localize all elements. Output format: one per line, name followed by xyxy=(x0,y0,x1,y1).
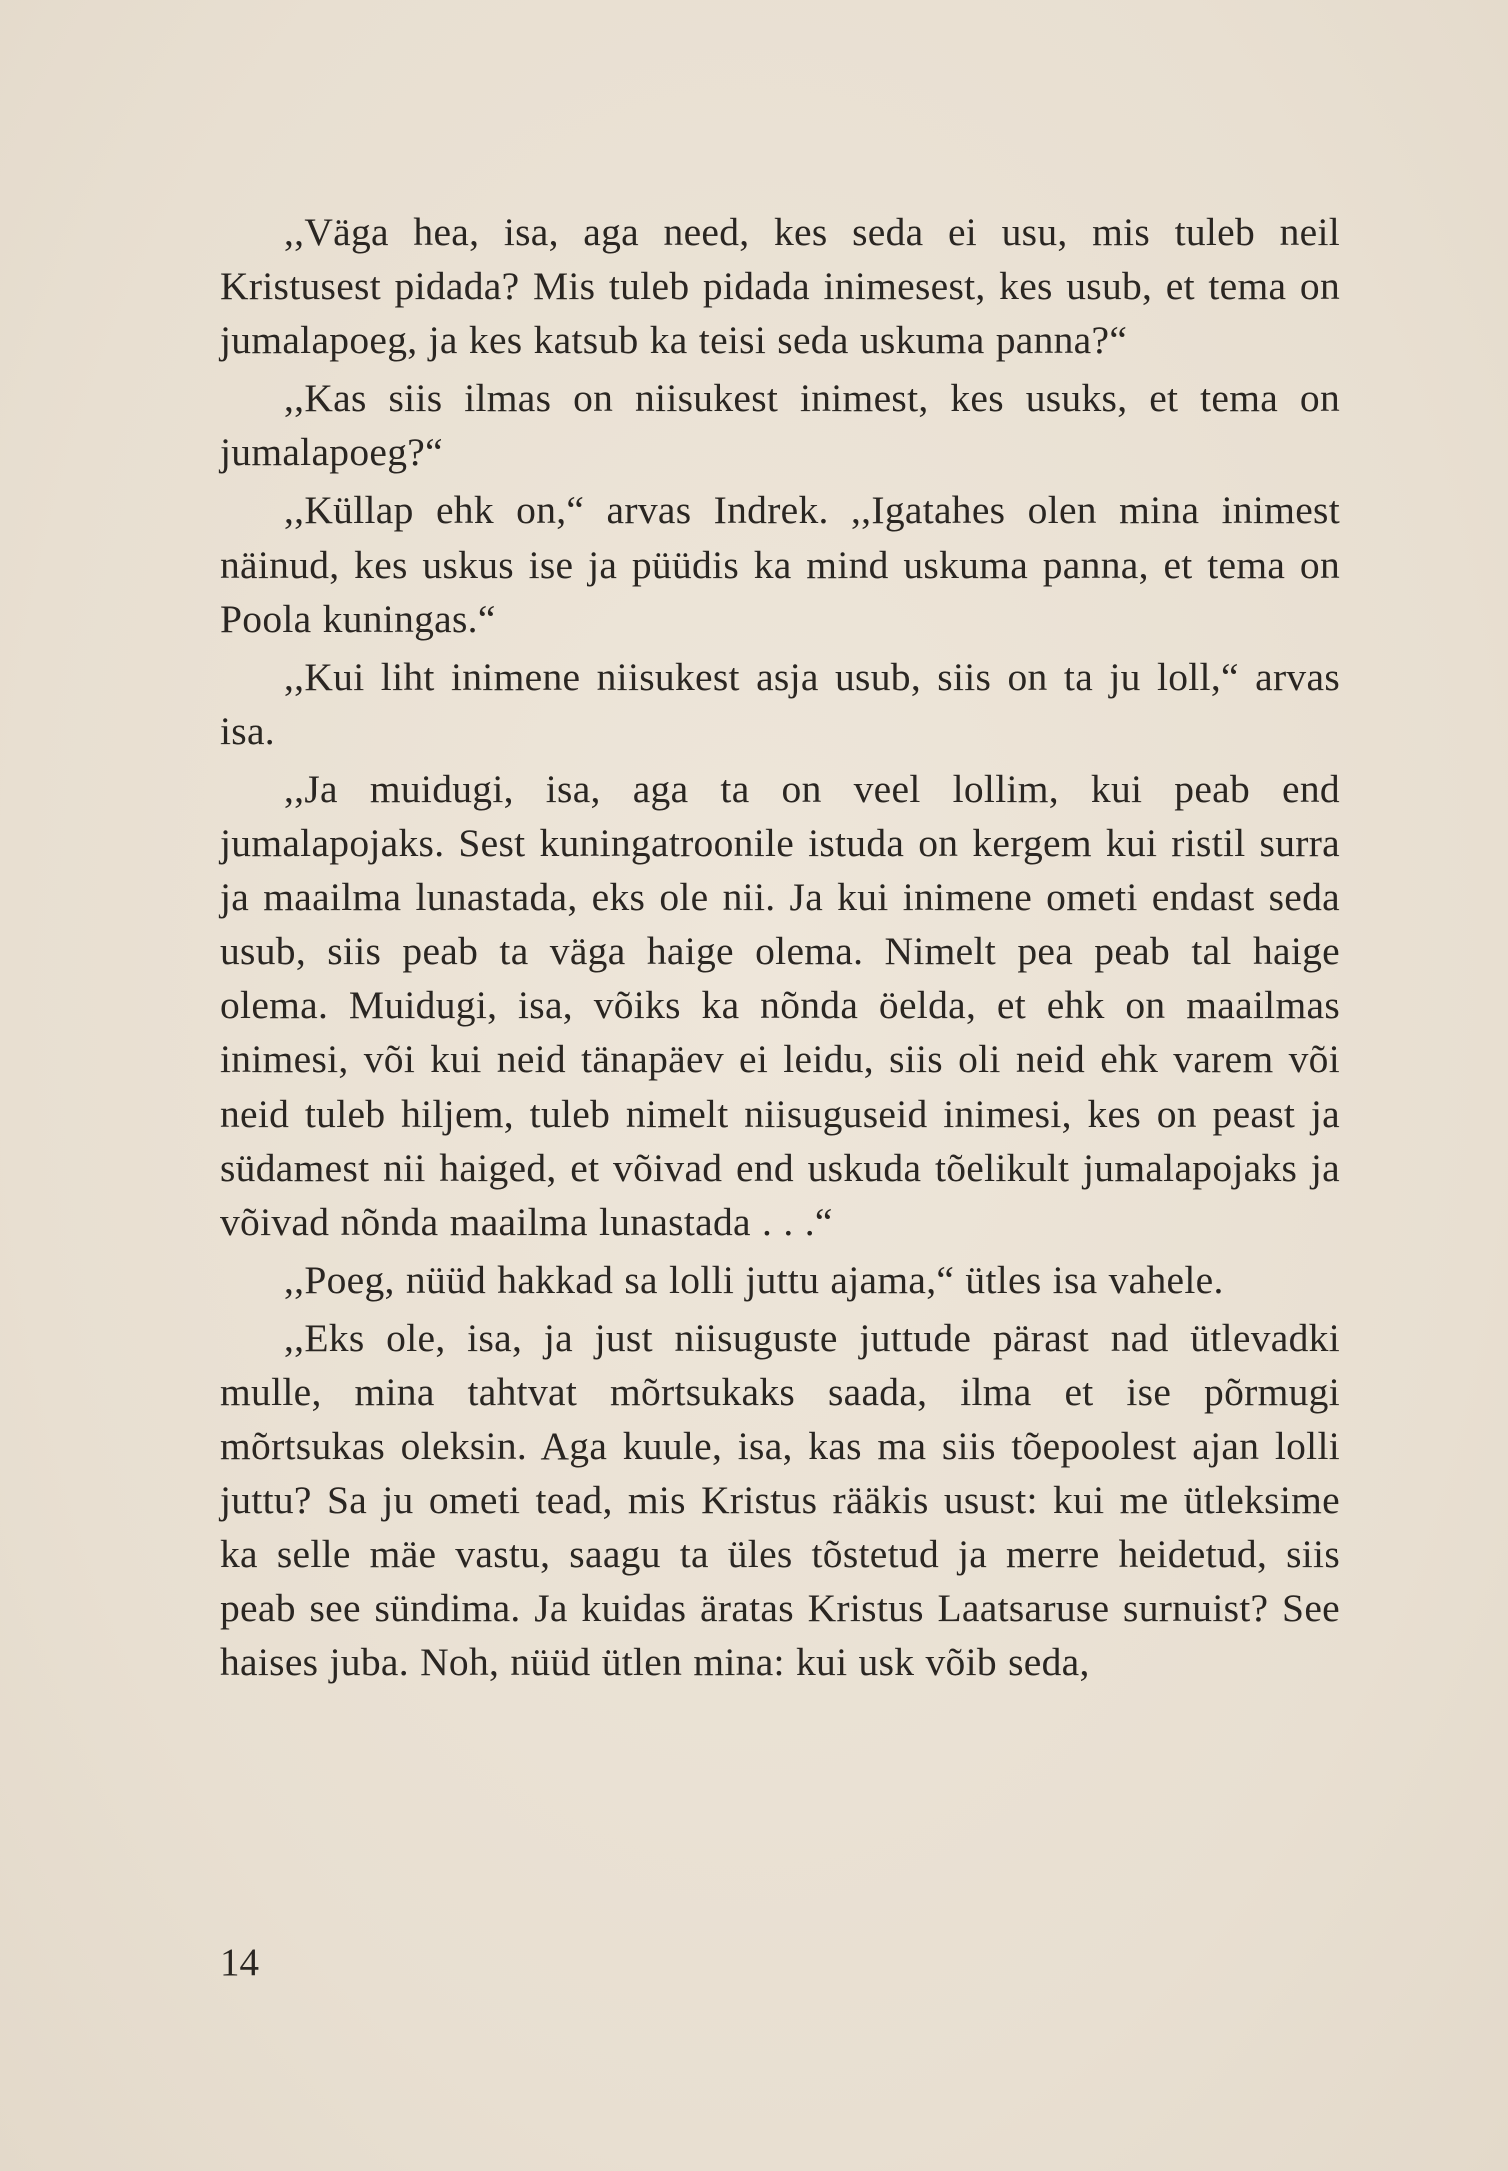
paragraph: ,,Kui liht inimene niisukest asja usub, siis on ta ju loll,“ arvas isa. xyxy=(220,654,1340,753)
paragraph: ,,Poeg, nüüd hakkad sa lolli juttu ajama,“ ütles isa vahele. xyxy=(284,1257,1224,1302)
paragraph: ,,Väga hea, isa, aga need, kes seda ei usu, mis tuleb neil Kristusest pidada? Mis tuleb pidada inimesest, kes usub, et tema on jumalapoeg, ja kes katsub ka teisi seda uskuma panna?“ xyxy=(220,210,1340,363)
paragraph: ,,Ja muidugi, isa, aga ta on veel lollim, kui peab end jumalapojaks. Sest kuningatroonile istuda on kergem kui ristil surra ja maailma lunastada, eks ole nii. Ja kui inimene ometi endast seda usub, siis peab ta väga haige olema. Nimelt pea peab tal haige olema. Muidugi, isa, võiks ka nõnda öelda, et ehk on maailmas inimesi, või kui neid tänapäev ei leidu, siis oli neid ehk varem või neid tuleb hiljem, tuleb nimelt niisuguseid inimesi, kes on peast ja südamest nii haiged, et võivad end uskuda tõelikult jumalapojaks ja võivad nõnda maailma lunastada . . .“ xyxy=(220,766,1340,1244)
paragraph: ,,Eks ole, isa, ja just niisuguste juttude pärast nad ütlevadki mulle, mina tahtvat mõrtsukaks saada, ilma et ise põrmugi mõrtsukas oleksin. Aga kuule, isa, kas ma siis tõepoolest ajan lolli juttu? Sa ju ometi tead, mis Kristus rääkis usust: kui me ütleksime ka selle mäe vastu, saagu ta üles tõstetud ja merre heidetud, siis peab see sündima. Ja kuidas äratas Kristus Laatsaruse surnuist? See haises juba. Noh, nüüd ütlen mina: kui usk võib seda, xyxy=(220,1315,1340,1685)
paragraph: ,,Kas siis ilmas on niisukest inimest, kes usuks, et tema on jumalapoeg?“ xyxy=(220,376,1340,475)
body-text xyxy=(220,205,1340,1694)
page-number: 14 xyxy=(220,1941,259,1984)
paragraph: ,,Küllap ehk on,“ arvas Indrek. ,,Igatahes olen mina inimest näinud, kes uskus ise ja püüdis ka mind uskuma panna, et tema on Poola kuningas.“ xyxy=(220,488,1340,641)
